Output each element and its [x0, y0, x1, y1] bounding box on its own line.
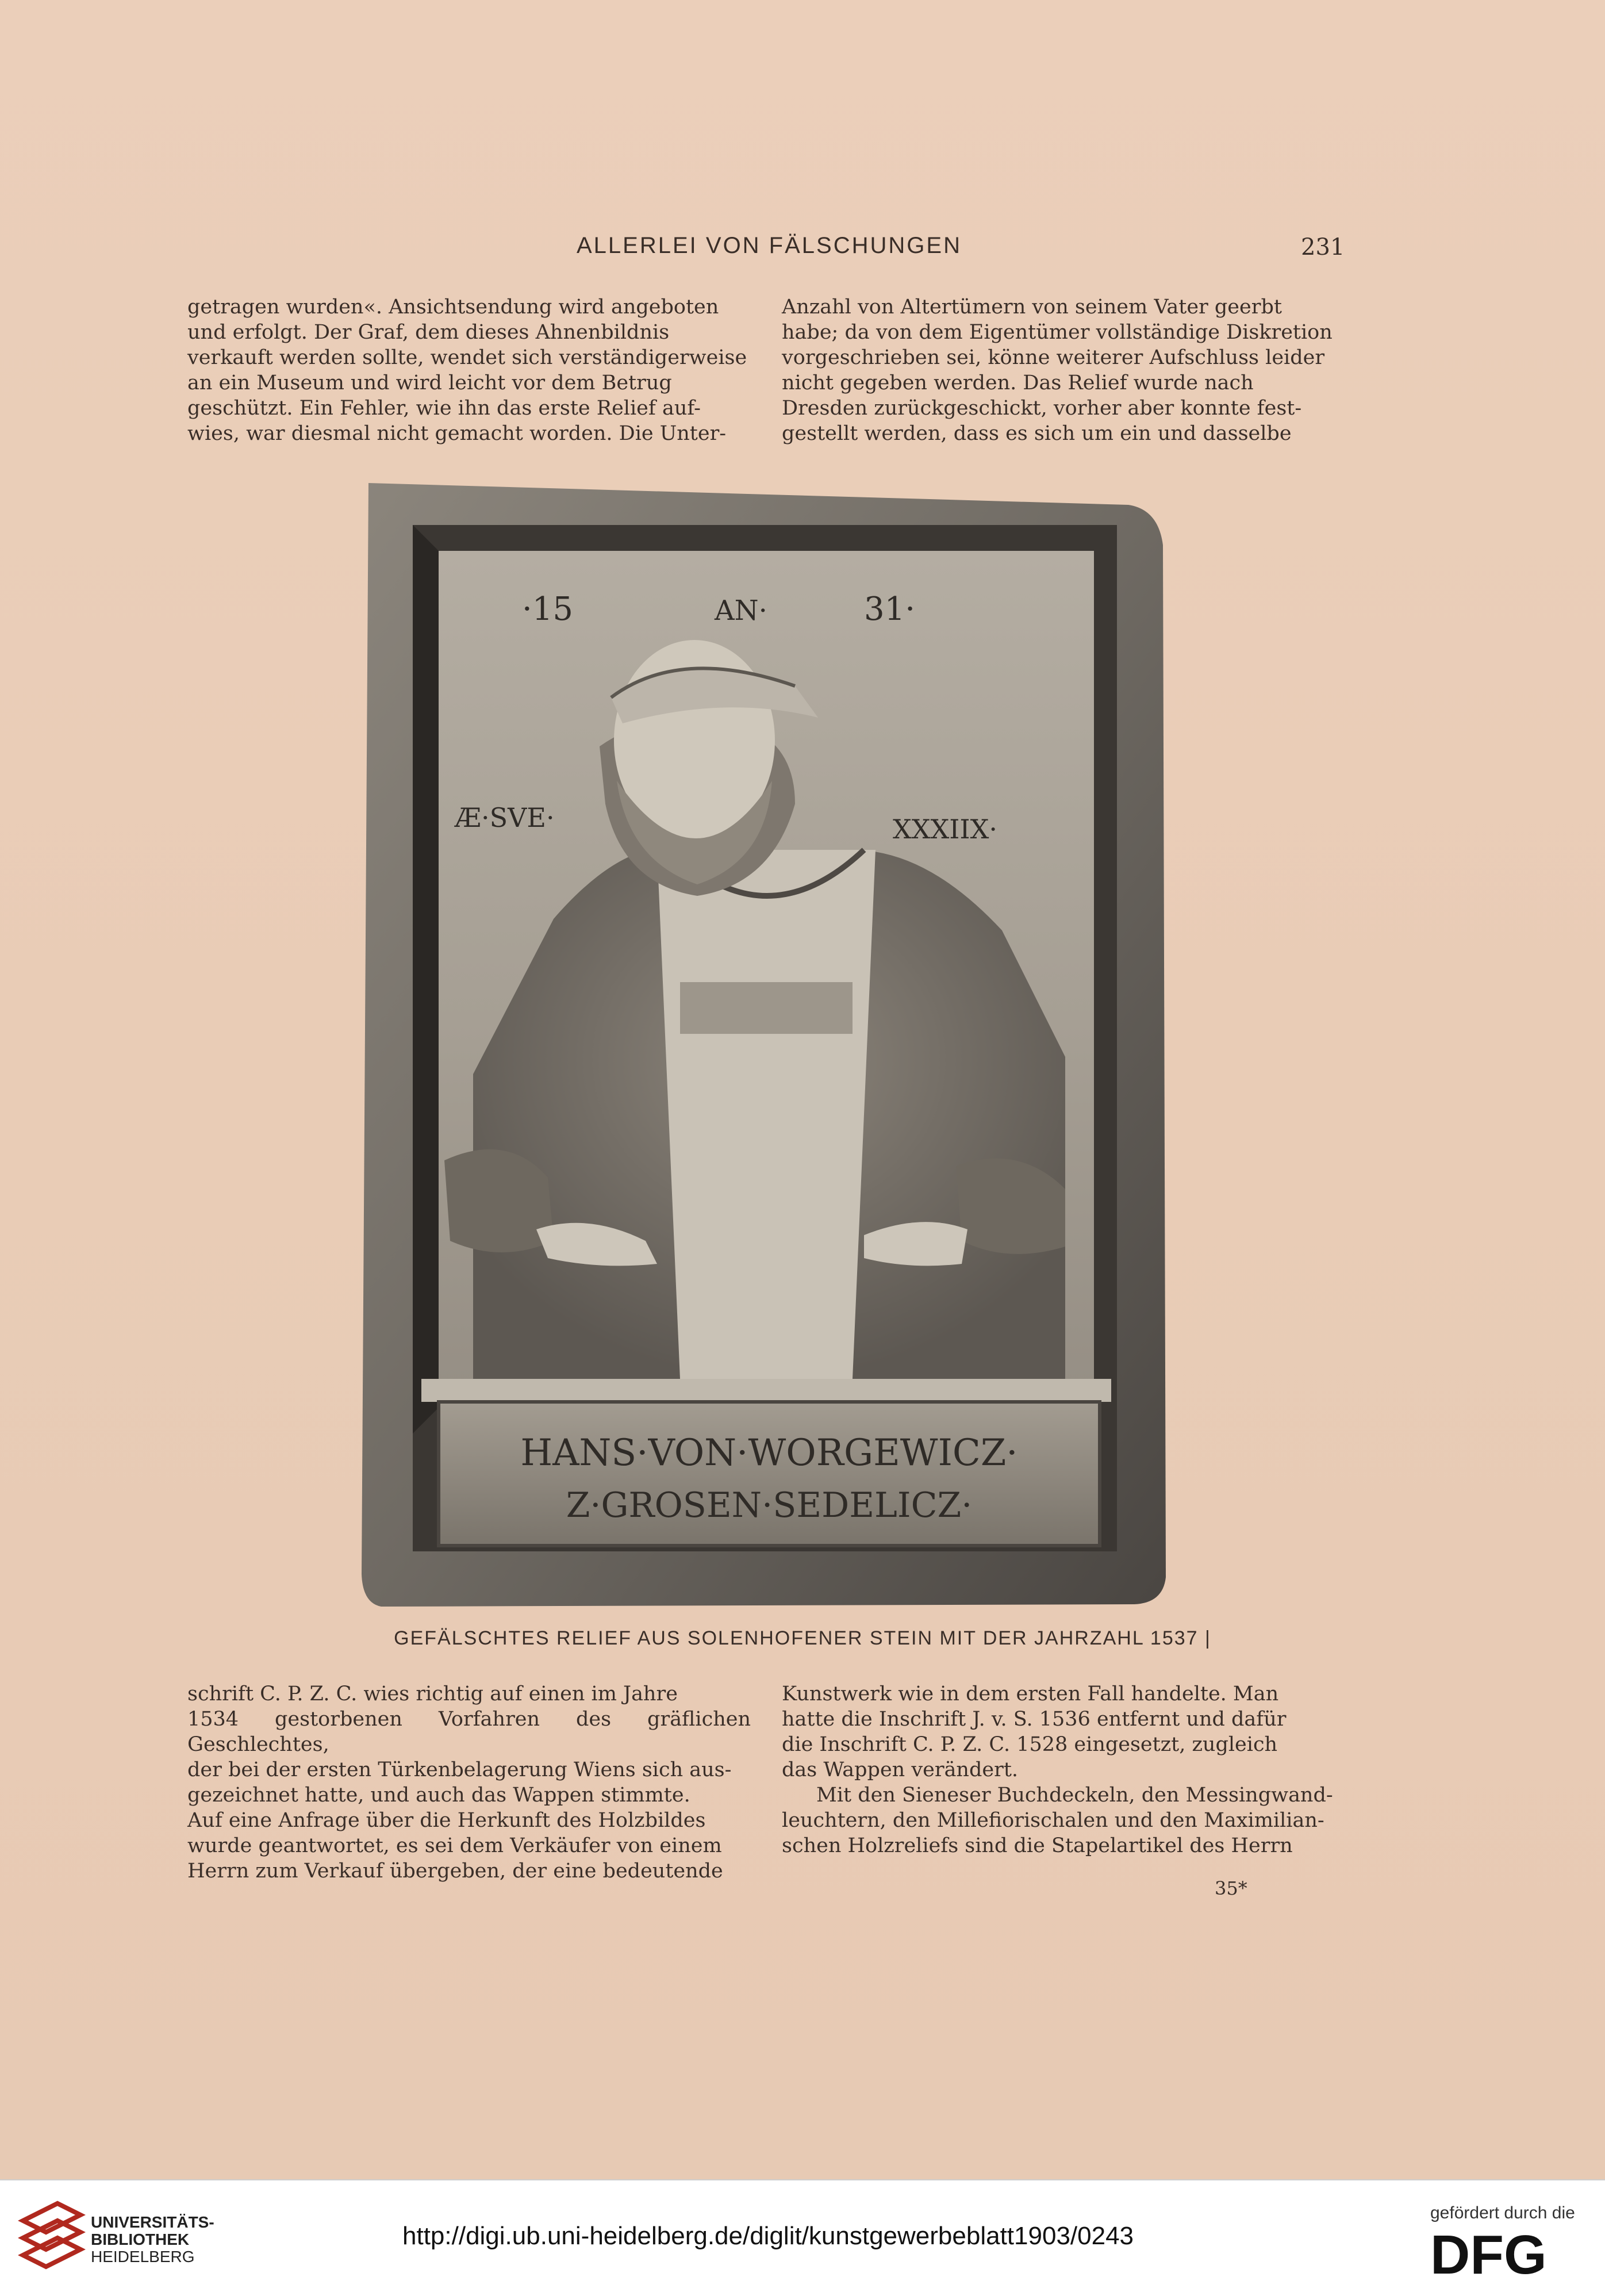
text-line: nicht gegeben werden. Das Relief wurde nach — [782, 371, 1254, 394]
dfg-logo-text: DFG — [1430, 2228, 1547, 2279]
text-line: Dresden zurückgeschickt, vorher aber konnte fest- — [782, 397, 1302, 420]
source-link[interactable]: http://digi.ub.uni-heidelberg.de/diglit/kunstgewerbeblatt1903/0243 — [402, 2222, 1134, 2250]
text-line: an ein Museum und wird leicht vor dem Betrug — [187, 371, 672, 394]
inscription-year-left: ·15 — [522, 591, 574, 628]
figure-caption: GEFÄLSCHTES RELIEF AUS SOLENHOFENER STEIN MIT DER JAHRZAHL 1537 | — [394, 1627, 1211, 1649]
dfg-logo — [1430, 2228, 1585, 2279]
text-line: das Wappen verändert. — [782, 1758, 1019, 1781]
library-line: UNIVERSITÄTS- — [91, 2213, 214, 2231]
text-line: schen Holzreliefs sind die Stapelartikel des Herrn — [782, 1834, 1293, 1857]
library-name — [91, 2214, 214, 2266]
text-line: leuchtern, den Millefiorischalen und den Maximilian- — [782, 1809, 1324, 1832]
text-line: Anzahl von Altertümern von seinem Vater geerbt — [782, 296, 1282, 319]
text-line: Kunstwerk wie in dem ersten Fall handelte. Man — [782, 1682, 1279, 1705]
text-line: und erfolgt. Der Graf, dem dieses Ahnenbildnis — [187, 321, 670, 344]
library-line: BIBLIOTHEK — [91, 2230, 190, 2248]
text-line: der bei der ersten Türkenbelagerung Wiens sich aus- — [187, 1758, 732, 1781]
library-logo-icon — [17, 2198, 86, 2278]
text-line: Auf eine Anfrage über die Herkunft des Holzbildes — [187, 1809, 706, 1832]
text-line: habe; da von dem Eigentümer vollständige Diskretion — [782, 321, 1333, 344]
text-line: hatte die Inschrift J. v. S. 1536 entfernt und dafür — [782, 1708, 1287, 1731]
plaque-line-2: Z·GROSEN·SEDELICZ· — [566, 1485, 973, 1525]
running-title: ALLERLEI VON FÄLSCHUNGEN — [577, 233, 962, 258]
bottom-right-column — [782, 1681, 1344, 1871]
text-line: gezeichnet hatte, und auch das Wappen stimmte. — [187, 1784, 690, 1807]
funded-by-label: gefördert durch die — [1430, 2203, 1575, 2222]
text-line: Mit den Sieneser Buchdeckeln, den Messingwand- — [816, 1784, 1333, 1807]
library-line: HEIDELBERG — [91, 2248, 195, 2266]
running-head — [0, 233, 1605, 267]
text-line: wurde geantwortet, es sei dem Verkäufer von einem — [187, 1834, 722, 1857]
top-left-column — [187, 294, 751, 450]
signature-mark: 35* — [1215, 1877, 1247, 1899]
plaque-line-1: HANS·VON·WORGEWICZ· — [520, 1432, 1018, 1474]
text-line: geschützt. Ein Fehler, wie ihn das erste Relief auf- — [187, 397, 701, 420]
page-number: 231 — [1301, 234, 1345, 260]
relief-photograph — [358, 482, 1169, 1608]
text-line: 1534 gestorbenen Vorfahren des gräflichen Geschlechtes, — [187, 1708, 751, 1756]
top-right-column — [782, 294, 1344, 450]
digitization-footer — [0, 2179, 1605, 2296]
inscription-age-right: XXXIIX· — [893, 814, 997, 845]
text-line: vorgeschrieben sei, könne weiterer Aufschluss leider — [782, 346, 1325, 369]
text-line: Herrn zum Verkauf übergeben, der eine bedeutende — [187, 1860, 723, 1883]
text-line: die Inschrift C. P. Z. C. 1528 eingesetzt, zugleich — [782, 1733, 1278, 1756]
text-line: verkauft werden sollte, wendet sich verständigerweise — [187, 346, 747, 369]
bottom-left-column — [187, 1681, 751, 1883]
text-line: gestellt werden, dass es sich um ein und dasselbe — [782, 422, 1292, 445]
inscription-an: AN· — [715, 595, 767, 627]
text-line: getragen wurden«. Ansichtsendung wird angeboten — [187, 296, 719, 319]
inscription-year-right: 31· — [864, 591, 916, 628]
text-line: schrift C. P. Z. C. wies richtig auf einen im Jahre — [187, 1682, 678, 1705]
text-line: wies, war diesmal nicht gemacht worden. Die Unter- — [187, 422, 727, 445]
inscription-age-left: Æ·SVE· — [455, 802, 555, 833]
